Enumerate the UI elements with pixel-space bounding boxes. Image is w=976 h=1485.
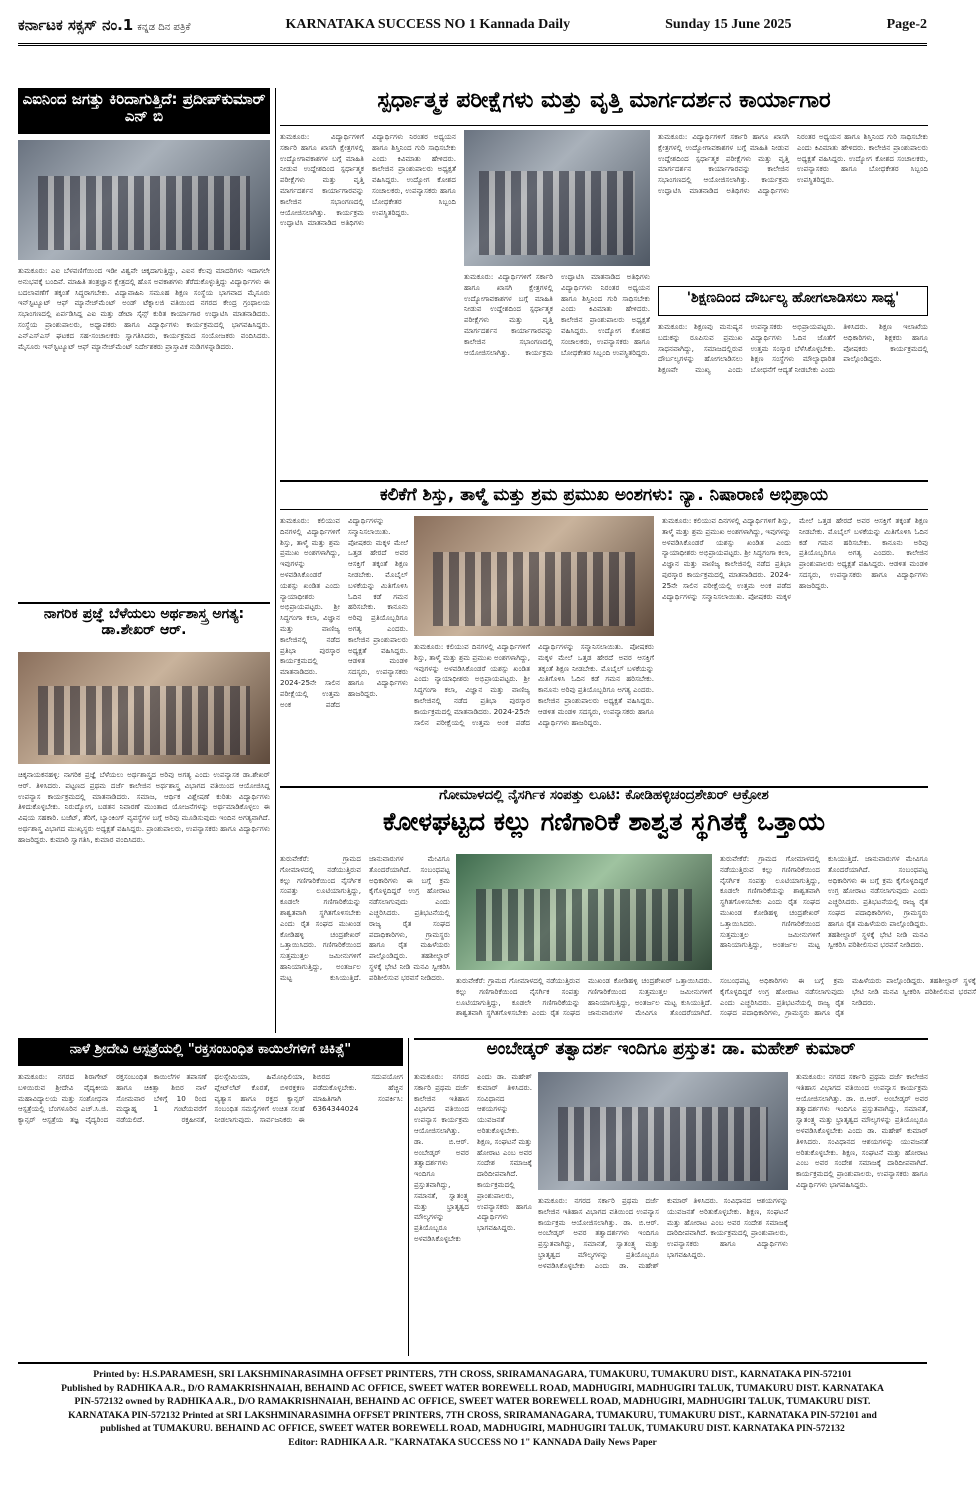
article-kalike (280, 480, 928, 780)
kannada-title-text: ಕರ್ನಾಟಕ ಸಕ್ಸಸ್ ನಂ.1 (18, 15, 134, 34)
article-kalike-headline: ಕಲಿಕೆಗೆ ಶಿಸ್ತು, ತಾಳ್ಮೆ ಮತ್ತು ಶ್ರಮ ಪ್ರಮುಖ ಅಂಶಗಳು: ನ್ಯಾ. ನಿಷಾರಾಣಿ ಅಭಿಪ್ರಾಯ (280, 480, 928, 510)
article-gomala-headline: ಕೋಳಘಟ್ಟದ ಕಲ್ಲು ಗಣಿಗಾರಿಕೆ ಶಾಶ್ವತ ಸ್ಥಗಿತಕ್ಕೆ ಒತ್ತಾಯ (382, 807, 826, 836)
article-ambedkar-body-center: ತುಮಕೂರು: ನಗರದ ಸರ್ಕಾರಿ ಪ್ರಥಮ ದರ್ಜೆ ಕಾಲೇಜಿನ ಇತಿಹಾಸ ವಿಭಾಗದ ವತಿಯಿಂದ ಉಪನ್ಯಾಸ ಕಾರ್ಯಕ್ರಮ ಆಯೋಜಿಸಲಾಗಿತ್ತು. ಡಾ. ಬಿ.ಆರ್. ಅಂಬೇಡ್ಕರ್ ಅವರ ತತ್ವಾದರ್ಶಗಳು ಇಂದಿಗೂ ಪ್ರಸ್ತುತವಾಗಿದ್ದು, ಸಮಾನತೆ, ಸ್ವಾತಂತ್ರ್ಯ ಮತ್ತು ಭ್ರಾತೃತ್ವದ ಮೌಲ್ಯಗಳನ್ನು ಪ್ರತಿಯೊಬ್ಬರೂ ಅಳವಡಿಸಿಕೊಳ್ಳಬೇಕು ಎಂದು ಡಾ. ಮಹೇಶ್ ಕುಮಾರ್ ತಿಳಿಸಿದರು. ಸಂವಿಧಾನದ ಆಶಯಗಳನ್ನು ಯುವಜನತೆ ಅರಿತುಕೊಳ್ಳಬೇಕು. ಶಿಕ್ಷಣ, ಸಂಘಟನೆ ಮತ್ತು ಹೋರಾಟ ಎಂಬ ಅವರ ಸಂದೇಶ ಸಮಾಜಕ್ಕೆ ದಾರಿದೀಪವಾಗಿದೆ. ಕಾರ್ಯಕ್ರಮದಲ್ಲಿ ಪ್ರಾಂಶುಪಾಲರು, ಉಪನ್ಯಾಸಕರು ಹಾಗೂ ವಿದ್ಯಾರ್ಥಿಗಳು ಭಾಗವಹಿಸಿದ್ದರು. (538, 1196, 788, 1270)
article-sparda-headline: ಸ್ಪರ್ಧಾತ್ಮಕ ಪರೀಕ್ಷೆಗಳು ಮತ್ತು ವೃತ್ತಿ ಮಾರ್ಗದರ್ಶನ ಕಾರ್ಯಾಗಾರ (280, 88, 928, 126)
masthead-kannada-title (18, 16, 190, 34)
article-nagarika (18, 602, 270, 1032)
article-gomala-kicker: ಗೋಮಾಳದಲ್ಲಿ ನೈಸರ್ಗಿಕ ಸಂಪತ್ತು ಲೂಟಿ: ಕೋಡಿಹಳ್ಳಿಚಂದ್ರಶೇಖರ್ ಆಕ್ರೋಶ (280, 786, 928, 808)
imprint-line: published at TUMAKURU. BEHAIND AC OFFICE, SWEET WATER BOREWELL ROAD, MADHUGIRI, MADHUGIRI TALUK, TUMAKURU DIST. KARNATAKA PIN-572132 (100, 1423, 845, 1435)
article-gomala-photo (456, 854, 712, 970)
article-gomala-body-center: ತುರುವೇಕೆರೆ: ಗ್ರಾಮದ ಗೋಮಾಳದಲ್ಲಿ ನಡೆಯುತ್ತಿರುವ ಕಲ್ಲು ಗಣಿಗಾರಿಕೆಯಿಂದ ನೈಸರ್ಗಿಕ ಸಂಪತ್ತು ಲೂಟಿಯಾಗುತ್ತಿದ್ದು, ಕೂಡಲೇ ಗಣಿಗಾರಿಕೆಯನ್ನು ಶಾಶ್ವತವಾಗಿ ಸ್ಥಗಿತಗೊಳಿಸಬೇಕು ಎಂದು ರೈತ ಸಂಘದ ಮುಖಂಡ ಕೋಡಿಹಳ್ಳಿ ಚಂದ್ರಶೇಖರ್ ಒತ್ತಾಯಿಸಿದರು. ಗಣಿಗಾರಿಕೆಯಿಂದ ಸುತ್ತಮುತ್ತಲ ಜಮೀನುಗಳಿಗೆ ಹಾನಿಯಾಗುತ್ತಿದ್ದು, ಅಂತರ್ಜಲ ಮಟ್ಟ ಕುಸಿಯುತ್ತಿದೆ. ಜಾನುವಾರುಗಳ ಮೇವಿಗೂ ತೊಂದರೆಯಾಗಿದೆ. ಸಂಬಂಧಪಟ್ಟ ಅಧಿಕಾರಿಗಳು ಈ ಬಗ್ಗೆ ಕ್ರಮ ಕೈಗೊಳ್ಳದಿದ್ದರೆ ಉಗ್ರ ಹೋರಾಟ ನಡೆಸಲಾಗುವುದು ಎಂದು ಎಚ್ಚರಿಸಿದರು. ಪ್ರತಿಭಟನೆಯಲ್ಲಿ ರಾಜ್ಯ ರೈತ ಸಂಘದ ಪದಾಧಿಕಾರಿಗಳು, ಗ್ರಾಮಸ್ಥರು ಹಾಗೂ ರೈತ ಮಹಿಳೆಯರು ಪಾಲ್ಗೊಂಡಿದ್ದರು. ತಹಶೀಲ್ದಾರ್ ಸ್ಥಳಕ್ಕೆ ಭೇಟಿ ನೀಡಿ ಮನವಿ ಸ್ವೀಕರಿಸಿ ಪರಿಶೀಲಿಸುವ ಭರವಸೆ ನೀಡಿದರು. (456, 976, 976, 1018)
article-gomala (280, 786, 976, 1030)
article-kalike-body-right: ತುಮಕೂರು: ಕಲಿಯುವ ದಿನಗಳಲ್ಲಿ ವಿದ್ಯಾರ್ಥಿಗಳಿಗೆ ಶಿಸ್ತು, ತಾಳ್ಮೆ ಮತ್ತು ಶ್ರಮ ಪ್ರಮುಖ ಅಂಶಗಳಾಗಿದ್ದು, ಇವುಗಳನ್ನು ಅಳವಡಿಸಿಕೊಂಡರೆ ಯಶಸ್ಸು ಖಂಡಿತ ಎಂದು ನ್ಯಾಯಾಧೀಶರು ಅಭಿಪ್ರಾಯಪಟ್ಟರು. ಶ್ರೀ ಸಿದ್ಧಗಂಗಾ ಕಲಾ, ವಿಜ್ಞಾನ ಮತ್ತು ವಾಣಿಜ್ಯ ಕಾಲೇಜಿನಲ್ಲಿ ನಡೆದ ಪ್ರತಿಭಾ ಪುರಸ್ಕಾರ ಕಾರ್ಯಕ್ರಮದಲ್ಲಿ ಮಾತನಾಡಿದರು. 2024-25ನೇ ಸಾಲಿನ ಪರೀಕ್ಷೆಯಲ್ಲಿ ಉತ್ತಮ ಅಂಕ ಪಡೆದ ವಿದ್ಯಾರ್ಥಿಗಳನ್ನು ಸನ್ಮಾನಿಸಲಾಯಿತು. ಪೋಷಕರು ಮಕ್ಕಳ ಮೇಲೆ ಒತ್ತಡ ಹೇರದೆ ಅವರ ಆಸಕ್ತಿಗೆ ತಕ್ಕಂತೆ ಶಿಕ್ಷಣ ನೀಡಬೇಕು. ಮೊಬೈಲ್ ಬಳಕೆಯನ್ನು ಮಿತಿಗೊಳಿಸಿ ಓದಿನ ಕಡೆ ಗಮನ ಹರಿಸಬೇಕು. ಕಾನೂನು ಅರಿವು ಪ್ರತಿಯೊಬ್ಬರಿಗೂ ಅಗತ್ಯ ಎಂದರು. ಕಾಲೇಜಿನ ಪ್ರಾಂಶುಪಾಲರು ಅಧ್ಯಕ್ಷತೆ ವಹಿಸಿದ್ದರು. ಆಡಳಿತ ಮಂಡಳಿ ಸದಸ್ಯರು, ಉಪನ್ಯಾಸಕರು ಹಾಗೂ ವಿದ್ಯಾರ್ಥಿಗಳು ಹಾಜರಿದ್ದರು. (662, 516, 928, 601)
article-sparda-body-center: ತುಮಕೂರು: ವಿದ್ಯಾರ್ಥಿಗಳಿಗೆ ಸರ್ಕಾರಿ ಹಾಗೂ ಖಾಸಗಿ ಕ್ಷೇತ್ರಗಳಲ್ಲಿ ಉದ್ಯೋಗಾವಕಾಶಗಳ ಬಗ್ಗೆ ಮಾಹಿತಿ ನೀಡುವ ಉದ್ದೇಶದಿಂದ ಸ್ಪರ್ಧಾತ್ಮಕ ಪರೀಕ್ಷೆಗಳು ಮತ್ತು ವೃತ್ತಿ ಮಾರ್ಗದರ್ಶನ ಕಾರ್ಯಾಗಾರವನ್ನು ಕಾಲೇಜಿನ ಸಭಾಂಗಣದಲ್ಲಿ ಆಯೋಜಿಸಲಾಗಿತ್ತು. ಕಾರ್ಯಕ್ರಮ ಉದ್ಘಾಟಿಸಿ ಮಾತನಾಡಿದ ಅತಿಥಿಗಳು ವಿದ್ಯಾರ್ಥಿಗಳು ನಿರಂತರ ಅಧ್ಯಯನ ಹಾಗೂ ಶಿಸ್ತಿನಿಂದ ಗುರಿ ಸಾಧಿಸಬೇಕು ಎಂದು ಕಿವಿಮಾತು ಹೇಳಿದರು. ಕಾಲೇಜಿನ ಪ್ರಾಂಶುಪಾಲರು ಅಧ್ಯಕ್ಷತೆ ವಹಿಸಿದ್ದರು. ಉದ್ಯೋಗ ಕೋಶದ ಸಂಚಾಲಕರು, ಉಪನ್ಯಾಸಕರು ಹಾಗೂ ಬೋಧಕೇತರ ಸಿಬ್ಬಂದಿ ಉಪಸ್ಥಿತರಿದ್ದರು. (464, 272, 650, 357)
article-pradeep-headline: ಎಐನಿಂದ ಜಗತ್ತು ಕಿರಿದಾಗುತ್ತಿದೆ: ಪ್ರದೀಪ್‌ಕುಮಾರ್ ಎನ್ ಬಿ (18, 88, 270, 134)
article-kalike-body-left: ತುಮಕೂರು: ಕಲಿಯುವ ದಿನಗಳಲ್ಲಿ ವಿದ್ಯಾರ್ಥಿಗಳಿಗೆ ಶಿಸ್ತು, ತಾಳ್ಮೆ ಮತ್ತು ಶ್ರಮ ಪ್ರಮುಖ ಅಂಶಗಳಾಗಿದ್ದು, ಇವುಗಳನ್ನು ಅಳವಡಿಸಿಕೊಂಡರೆ ಯಶಸ್ಸು ಖಂಡಿತ ಎಂದು ನ್ಯಾಯಾಧೀಶರು ಅಭಿಪ್ರಾಯಪಟ್ಟರು. ಶ್ರೀ ಸಿದ್ಧಗಂಗಾ ಕಲಾ, ವಿಜ್ಞಾನ ಮತ್ತು ವಾಣಿಜ್ಯ ಕಾಲೇಜಿನಲ್ಲಿ ನಡೆದ ಪ್ರತಿಭಾ ಪುರಸ್ಕಾರ ಕಾರ್ಯಕ್ರಮದಲ್ಲಿ ಮಾತನಾಡಿದರು. 2024-25ನೇ ಸಾಲಿನ ಪರೀಕ್ಷೆಯಲ್ಲಿ ಉತ್ತಮ ಅಂಕ ಪಡೆದ ವಿದ್ಯಾರ್ಥಿಗಳನ್ನು ಸನ್ಮಾನಿಸಲಾಯಿತು. ಪೋಷಕರು ಮಕ್ಕಳ ಮೇಲೆ ಒತ್ತಡ ಹೇರದೆ ಅವರ ಆಸಕ್ತಿಗೆ ತಕ್ಕಂತೆ ಶಿಕ್ಷಣ ನೀಡಬೇಕು. ಮೊಬೈಲ್ ಬಳಕೆಯನ್ನು ಮಿತಿಗೊಳಿಸಿ ಓದಿನ ಕಡೆ ಗಮನ ಹರಿಸಬೇಕು. ಕಾನೂನು ಅರಿವು ಪ್ರತಿಯೊಬ್ಬರಿಗೂ ಅಗತ್ಯ ಎಂದರು. ಕಾಲೇಜಿನ ಪ್ರಾಂಶುಪಾಲರು ಅಧ್ಯಕ್ಷತೆ ವಹಿಸಿದ್ದರು. ಆಡಳಿತ ಮಂಡಳಿ ಸದಸ್ಯರು, ಉಪನ್ಯಾಸಕರು ಹಾಗೂ ವಿದ್ಯಾರ್ಥಿಗಳು ಹಾಜರಿದ್ದರು. (280, 516, 408, 709)
imprint-line: PIN-572132 owned by RADHIKA A.R., D/O RAMAKRISHNAIAH, BEHAIND AC OFFICE, SWEET WATER BOREWELL ROAD, MADHUGIRI, MADHUGIRI TALUK, TUMAKURU DIST. (74, 1396, 871, 1408)
article-kalike-photo (414, 516, 654, 636)
article-shikshana-headline: 'ಶಿಕ್ಷಣದಿಂದ ದೌರ್ಬಲ್ಯ ಹೋಗಲಾಡಿಸಲು ಸಾಧ್ಯ' (658, 286, 928, 316)
article-ambedkar (414, 1038, 928, 1356)
article-shikshana-body: ತುಮಕೂರು: ಶಿಕ್ಷಣವು ಮನುಷ್ಯನ ಬದುಕನ್ನು ರೂಪಿಸುವ ಪ್ರಮುಖ ಸಾಧನವಾಗಿದ್ದು, ಸಮಾಜದಲ್ಲಿರುವ ದೌರ್ಬಲ್ಯಗಳನ್ನು ಹೋಗಲಾಡಿಸಲು ಶಿಕ್ಷಣವೇ ಮುಖ್ಯ ಎಂದು ಉಪನ್ಯಾಸಕರು ಅಭಿಪ್ರಾಯಪಟ್ಟರು. ವಿದ್ಯಾರ್ಥಿಗಳು ಓದಿನ ಜೊತೆಗೆ ಉತ್ತಮ ಸಂಸ್ಕಾರ ಬೆಳೆಸಿಕೊಳ್ಳಬೇಕು. ಶಿಕ್ಷಣ ಸಂಸ್ಥೆಗಳು ಮೌಲ್ಯಾಧಾರಿತ ಬೋಧನೆಗೆ ಆದ್ಯತೆ ನೀಡಬೇಕು ಎಂದು ತಿಳಿಸಿದರು. ಶಿಕ್ಷಣ ಇಲಾಖೆಯ ಅಧಿಕಾರಿಗಳು, ಶಿಕ್ಷಕರು ಹಾಗೂ ಪೋಷಕರು ಕಾರ್ಯಕ್ರಮದಲ್ಲಿ ಪಾಲ್ಗೊಂಡಿದ್ದರು. (658, 322, 928, 375)
masthead-english-title: KARNATAKA SUCCESS NO 1 Kannada Daily (285, 16, 571, 32)
masthead (18, 6, 927, 46)
imprint-footer (18, 1362, 927, 1450)
article-ambedkar-headline: ಅಂಬೇಡ್ಕರ್ ತತ್ವಾದರ್ಶ ಇಂದಿಗೂ ಪ್ರಸ್ತುತ: ಡಾ. ಮಹೇಶ್ ಕುಮಾರ್ (414, 1038, 928, 1066)
article-sridevi-body: ತುಮಕೂರು: ನಗರದ ಶಿರಾಗೇಟ್ ಬಳಿಯಿರುವ ಶ್ರೀದೇವಿ ವೈದ್ಯಕೀಯ ಮಹಾವಿದ್ಯಾಲಯ ಮತ್ತು ಸಂಶೋಧನಾ ಆಸ್ಪತ್ರೆಯಲ್ಲಿ ಬೆಂಗಳೂರಿನ ಎಚ್.ಸಿ.ಜಿ. ಕ್ಯಾನ್ಸರ್ ಆಸ್ಪತ್ರೆಯ ತಜ್ಞ ವೈದ್ಯರಿಂದ ರಕ್ತಸಂಬಂಧಿತ ಕಾಯಿಲೆಗಳ ತಪಾಸಣೆ ಹಾಗೂ ಚಿಕಿತ್ಸಾ ಶಿಬಿರ ನಾಳೆ ಸೋಮವಾರ ಬೆಳಿಗ್ಗೆ 10 ರಿಂದ ಮಧ್ಯಾಹ್ನ 1 ಗಂಟೆಯವರೆಗೆ ನಡೆಯಲಿದೆ. ರಕ್ತಹೀನತೆ, ಥಲಸ್ಸೇಮಿಯಾ, ಹಿಮೋಫಿಲಿಯಾ, ಪ್ಲೇಟ್‌ಲೆಟ್ ಕೊರತೆ, ಬಿಳಿರಕ್ತಕಣ ವ್ಯತ್ಯಾಸ ಹಾಗೂ ರಕ್ತದ ಕ್ಯಾನ್ಸರ್ ಸಂಬಂಧಿತ ಸಮಸ್ಯೆಗಳಿಗೆ ಉಚಿತ ಸಲಹೆ ನೀಡಲಾಗುವುದು. ಸಾರ್ವಜನಿಕರು ಈ ಶಿಬಿರದ ಸದುಪಯೋಗ ಪಡೆದುಕೊಳ್ಳಬೇಕು. ಹೆಚ್ಚಿನ ಮಾಹಿತಿಗಾಗಿ ಸಂಪರ್ಕಿಸಿ: 6364344024 (18, 1072, 403, 1125)
article-ambedkar-body-right: ತುಮಕೂರು: ನಗರದ ಸರ್ಕಾರಿ ಪ್ರಥಮ ದರ್ಜೆ ಕಾಲೇಜಿನ ಇತಿಹಾಸ ವಿಭಾಗದ ವತಿಯಿಂದ ಉಪನ್ಯಾಸ ಕಾರ್ಯಕ್ರಮ ಆಯೋಜಿಸಲಾಗಿತ್ತು. ಡಾ. ಬಿ.ಆರ್. ಅಂಬೇಡ್ಕರ್ ಅವರ ತತ್ವಾದರ್ಶಗಳು ಇಂದಿಗೂ ಪ್ರಸ್ತುತವಾಗಿದ್ದು, ಸಮಾನತೆ, ಸ್ವಾತಂತ್ರ್ಯ ಮತ್ತು ಭ್ರಾತೃತ್ವದ ಮೌಲ್ಯಗಳನ್ನು ಪ್ರತಿಯೊಬ್ಬರೂ ಅಳವಡಿಸಿಕೊಳ್ಳಬೇಕು ಎಂದು ಡಾ. ಮಹೇಶ್ ಕುಮಾರ್ ತಿಳಿಸಿದರು. ಸಂವಿಧಾನದ ಆಶಯಗಳನ್ನು ಯುವಜನತೆ ಅರಿತುಕೊಳ್ಳಬೇಕು. ಶಿಕ್ಷಣ, ಸಂಘಟನೆ ಮತ್ತು ಹೋರಾಟ ಎಂಬ ಅವರ ಸಂದೇಶ ಸಮಾಜಕ್ಕೆ ದಾರಿದೀಪವಾಗಿದೆ. ಕಾರ್ಯಕ್ರಮದಲ್ಲಿ ಪ್ರಾಂಶುಪಾಲರು, ಉಪನ್ಯಾಸಕರು ಹಾಗೂ ವಿದ್ಯಾರ್ಥಿಗಳು ಭಾಗವಹಿಸಿದ್ದರು. (796, 1072, 928, 1189)
article-kalike-body-center: ತುಮಕೂರು: ಕಲಿಯುವ ದಿನಗಳಲ್ಲಿ ವಿದ್ಯಾರ್ಥಿಗಳಿಗೆ ಶಿಸ್ತು, ತಾಳ್ಮೆ ಮತ್ತು ಶ್ರಮ ಪ್ರಮುಖ ಅಂಶಗಳಾಗಿದ್ದು, ಇವುಗಳನ್ನು ಅಳವಡಿಸಿಕೊಂಡರೆ ಯಶಸ್ಸು ಖಂಡಿತ ಎಂದು ನ್ಯಾಯಾಧೀಶರು ಅಭಿಪ್ರಾಯಪಟ್ಟರು. ಶ್ರೀ ಸಿದ್ಧಗಂಗಾ ಕಲಾ, ವಿಜ್ಞಾನ ಮತ್ತು ವಾಣಿಜ್ಯ ಕಾಲೇಜಿನಲ್ಲಿ ನಡೆದ ಪ್ರತಿಭಾ ಪುರಸ್ಕಾರ ಕಾರ್ಯಕ್ರಮದಲ್ಲಿ ಮಾತನಾಡಿದರು. 2024-25ನೇ ಸಾಲಿನ ಪರೀಕ್ಷೆಯಲ್ಲಿ ಉತ್ತಮ ಅಂಕ ಪಡೆದ ವಿದ್ಯಾರ್ಥಿಗಳನ್ನು ಸನ್ಮಾನಿಸಲಾಯಿತು. ಪೋಷಕರು ಮಕ್ಕಳ ಮೇಲೆ ಒತ್ತಡ ಹೇರದೆ ಅವರ ಆಸಕ್ತಿಗೆ ತಕ್ಕಂತೆ ಶಿಕ್ಷಣ ನೀಡಬೇಕು. ಮೊಬೈಲ್ ಬಳಕೆಯನ್ನು ಮಿತಿಗೊಳಿಸಿ ಓದಿನ ಕಡೆ ಗಮನ ಹರಿಸಬೇಕು. ಕಾನೂನು ಅರಿವು ಪ್ರತಿಯೊಬ್ಬರಿಗೂ ಅಗತ್ಯ ಎಂದರು. ಕಾಲೇಜಿನ ಪ್ರಾಂಶುಪಾಲರು ಅಧ್ಯಕ್ಷತೆ ವಹಿಸಿದ್ದರು. ಆಡಳಿತ ಮಂಡಳಿ ಸದಸ್ಯರು, ಉಪನ್ಯಾಸಕರು ಹಾಗೂ ವಿದ್ಯಾರ್ಥಿಗಳು ಹಾಜರಿದ್ದರು. (414, 642, 654, 727)
article-ambedkar-body-left: ತುಮಕೂರು: ನಗರದ ಸರ್ಕಾರಿ ಪ್ರಥಮ ದರ್ಜೆ ಕಾಲೇಜಿನ ಇತಿಹಾಸ ವಿಭಾಗದ ವತಿಯಿಂದ ಉಪನ್ಯಾಸ ಕಾರ್ಯಕ್ರಮ ಆಯೋಜಿಸಲಾಗಿತ್ತು. ಡಾ. ಬಿ.ಆರ್. ಅಂಬೇಡ್ಕರ್ ಅವರ ತತ್ವಾದರ್ಶಗಳು ಇಂದಿಗೂ ಪ್ರಸ್ತುತವಾಗಿದ್ದು, ಸಮಾನತೆ, ಸ್ವಾತಂತ್ರ್ಯ ಮತ್ತು ಭ್ರಾತೃತ್ವದ ಮೌಲ್ಯಗಳನ್ನು ಪ್ರತಿಯೊಬ್ಬರೂ ಅಳವಡಿಸಿಕೊಳ್ಳಬೇಕು ಎಂದು ಡಾ. ಮಹೇಶ್ ಕುಮಾರ್ ತಿಳಿಸಿದರು. ಸಂವಿಧಾನದ ಆಶಯಗಳನ್ನು ಯುವಜನತೆ ಅರಿತುಕೊಳ್ಳಬೇಕು. ಶಿಕ್ಷಣ, ಸಂಘಟನೆ ಮತ್ತು ಹೋರಾಟ ಎಂಬ ಅವರ ಸಂದೇಶ ಸಮಾಜಕ್ಕೆ ದಾರಿದೀಪವಾಗಿದೆ. ಕಾರ್ಯಕ್ರಮದಲ್ಲಿ ಪ್ರಾಂಶುಪಾಲರು, ಉಪನ್ಯಾಸಕರು ಹಾಗೂ ವಿದ್ಯಾರ್ಥಿಗಳು ಭಾಗವಹಿಸಿದ್ದರು. (414, 1072, 532, 1243)
column-rule (408, 1038, 409, 1356)
page-number: Page-2 (886, 16, 927, 32)
article-gomala-body-left: ತುರುವೇಕೆರೆ: ಗ್ರಾಮದ ಗೋಮಾಳದಲ್ಲಿ ನಡೆಯುತ್ತಿರುವ ಕಲ್ಲು ಗಣಿಗಾರಿಕೆಯಿಂದ ನೈಸರ್ಗಿಕ ಸಂಪತ್ತು ಲೂಟಿಯಾಗುತ್ತಿದ್ದು, ಕೂಡಲೇ ಗಣಿಗಾರಿಕೆಯನ್ನು ಶಾಶ್ವತವಾಗಿ ಸ್ಥಗಿತಗೊಳಿಸಬೇಕು ಎಂದು ರೈತ ಸಂಘದ ಮುಖಂಡ ಕೋಡಿಹಳ್ಳಿ ಚಂದ್ರಶೇಖರ್ ಒತ್ತಾಯಿಸಿದರು. ಗಣಿಗಾರಿಕೆಯಿಂದ ಸುತ್ತಮುತ್ತಲ ಜಮೀನುಗಳಿಗೆ ಹಾನಿಯಾಗುತ್ತಿದ್ದು, ಅಂತರ್ಜಲ ಮಟ್ಟ ಕುಸಿಯುತ್ತಿದೆ. ಜಾನುವಾರುಗಳ ಮೇವಿಗೂ ತೊಂದರೆಯಾಗಿದೆ. ಸಂಬಂಧಪಟ್ಟ ಅಧಿಕಾರಿಗಳು ಈ ಬಗ್ಗೆ ಕ್ರಮ ಕೈಗೊಳ್ಳದಿದ್ದರೆ ಉಗ್ರ ಹೋರಾಟ ನಡೆಸಲಾಗುವುದು ಎಂದು ಎಚ್ಚರಿಸಿದರು. ಪ್ರತಿಭಟನೆಯಲ್ಲಿ ರಾಜ್ಯ ರೈತ ಸಂಘದ ಪದಾಧಿಕಾರಿಗಳು, ಗ್ರಾಮಸ್ಥರು ಹಾಗೂ ರೈತ ಮಹಿಳೆಯರು ಪಾಲ್ಗೊಂಡಿದ್ದರು. ತಹಶೀಲ್ದಾರ್ ಸ್ಥಳಕ್ಕೆ ಭೇಟಿ ನೀಡಿ ಮನವಿ ಸ್ವೀಕರಿಸಿ ಪರಿಶೀಲಿಸುವ ಭರವಸೆ ನೀಡಿದರು. (280, 854, 450, 982)
article-shikshana (658, 286, 928, 472)
editor-line: Editor: RADHIKA A.R. "KARNATAKA SUCCESS NO 1" KANNADA Daily News Paper (288, 1437, 657, 1449)
article-nagarika-body: ಚಿಕ್ಕನಾಯಕನಹಳ್ಳಿ: ನಾಗರಿಕ ಪ್ರಜ್ಞೆ ಬೆಳೆಯಲು ಅರ್ಥಶಾಸ್ತ್ರದ ಅರಿವು ಅಗತ್ಯ ಎಂದು ಉಪನ್ಯಾಸಕ ಡಾ.ಶೇಖರ್ ಆರ್. ತಿಳಿಸಿದರು. ಪಟ್ಟಣದ ಪ್ರಥಮ ದರ್ಜೆ ಕಾಲೇಜಿನ ಅರ್ಥಶಾಸ್ತ್ರ ವಿಭಾಗದ ವತಿಯಿಂದ ಆಯೋಜಿಸಿದ್ದ ಉಪನ್ಯಾಸ ಕಾರ್ಯಕ್ರಮದಲ್ಲಿ ಮಾತನಾಡಿದರು. ಸಮಾಜ, ಆರ್ಥಿಕ ವಿಶ್ಲೇಷಣೆ ಕುರಿತು ವಿದ್ಯಾರ್ಥಿಗಳು ತಿಳಿದುಕೊಳ್ಳಬೇಕು. ನಿರುದ್ಯೋಗ, ಬಡತನ ನಿವಾರಣೆ ಮುಂತಾದ ಯೋಜನೆಗಳನ್ನು ಅರ್ಥಮಾಡಿಕೊಳ್ಳಲು ಈ ವಿಷಯ ಸಹಕಾರಿ. ಬಜೆಟ್, ತೆರಿಗೆ, ಬ್ಯಾಂಕಿಂಗ್ ವ್ಯವಸ್ಥೆಗಳ ಬಗ್ಗೆ ಅರಿವು ಮೂಡಿಸುವುದು ಇಂದಿನ ಅಗತ್ಯವಾಗಿದೆ. ಅರ್ಥಶಾಸ್ತ್ರ ವಿಭಾಗದ ಮುಖ್ಯಸ್ಥರು ಅಧ್ಯಕ್ಷತೆ ವಹಿಸಿದ್ದರು. ಪ್ರಾಂಶುಪಾಲರು, ಉಪನ್ಯಾಸಕರು ಹಾಗೂ ವಿದ್ಯಾರ್ಥಿಗಳು ಹಾಜರಿದ್ದರು. ಕುಮಾರಿ ಸ್ವಾಗತಿಸಿ, ಕುಮಾರ ವಂದಿಸಿದರು. (18, 770, 270, 844)
article-gomala-body-right: ತುರುವೇಕೆರೆ: ಗ್ರಾಮದ ಗೋಮಾಳದಲ್ಲಿ ನಡೆಯುತ್ತಿರುವ ಕಲ್ಲು ಗಣಿಗಾರಿಕೆಯಿಂದ ನೈಸರ್ಗಿಕ ಸಂಪತ್ತು ಲೂಟಿಯಾಗುತ್ತಿದ್ದು, ಕೂಡಲೇ ಗಣಿಗಾರಿಕೆಯನ್ನು ಶಾಶ್ವತವಾಗಿ ಸ್ಥಗಿತಗೊಳಿಸಬೇಕು ಎಂದು ರೈತ ಸಂಘದ ಮುಖಂಡ ಕೋಡಿಹಳ್ಳಿ ಚಂದ್ರಶೇಖರ್ ಒತ್ತಾಯಿಸಿದರು. ಗಣಿಗಾರಿಕೆಯಿಂದ ಸುತ್ತಮುತ್ತಲ ಜಮೀನುಗಳಿಗೆ ಹಾನಿಯಾಗುತ್ತಿದ್ದು, ಅಂತರ್ಜಲ ಮಟ್ಟ ಕುಸಿಯುತ್ತಿದೆ. ಜಾನುವಾರುಗಳ ಮೇವಿಗೂ ತೊಂದರೆಯಾಗಿದೆ. ಸಂಬಂಧಪಟ್ಟ ಅಧಿಕಾರಿಗಳು ಈ ಬಗ್ಗೆ ಕ್ರಮ ಕೈಗೊಳ್ಳದಿದ್ದರೆ ಉಗ್ರ ಹೋರಾಟ ನಡೆಸಲಾಗುವುದು ಎಂದು ಎಚ್ಚರಿಸಿದರು. ಪ್ರತಿಭಟನೆಯಲ್ಲಿ ರಾಜ್ಯ ರೈತ ಸಂಘದ ಪದಾಧಿಕಾರಿಗಳು, ಗ್ರಾಮಸ್ಥರು ಹಾಗೂ ರೈತ ಮಹಿಳೆಯರು ಪಾಲ್ಗೊಂಡಿದ್ದರು. ತಹಶೀಲ್ದಾರ್ ಸ್ಥಳಕ್ಕೆ ಭೇಟಿ ನೀಡಿ ಮನವಿ ಸ್ವೀಕರಿಸಿ ಪರಿಶೀಲಿಸುವ ಭರವಸೆ ನೀಡಿದರು. (720, 854, 928, 950)
imprint-line: Printed by: H.S.PARAMESH, SRI LAKSHMINARASIMHA OFFSET PRINTERS, 7TH CROSS, SRIRAMANAGARA, TUMAKURU, TUMAKURU DIST., KARNATAKA PIN-572101 (93, 1369, 852, 1380)
article-sparda-photo (464, 130, 650, 266)
kannada-subtitle: ಕನ್ನಡ ದಿನ ಪತ್ರಿಕೆ (137, 21, 191, 33)
article-nagarika-headline: ನಾಗರಿಕ ಪ್ರಜ್ಞೆ ಬೆಳೆಯಲು ಅರ್ಥಶಾಸ್ತ್ರ ಅಗತ್ಯ: ಡಾ.ಶೇಖರ್ ಆರ್. (18, 602, 270, 648)
column-rule (275, 88, 276, 1033)
article-pradeep (18, 88, 270, 596)
imprint-line: Published by RADHIKA A.R., D/O RAMAKRISHNAIAH, BEHAIND AC OFFICE, SWEET WATER BOREWELL ROAD, MADHUGIRI, MADHUGIRI TALUK, TUMAKURU DIST. KARNATAKA (61, 1382, 884, 1394)
article-nagarika-photo (18, 652, 270, 764)
article-sparda-body-left: ತುಮಕೂರು: ವಿದ್ಯಾರ್ಥಿಗಳಿಗೆ ಸರ್ಕಾರಿ ಹಾಗೂ ಖಾಸಗಿ ಕ್ಷೇತ್ರಗಳಲ್ಲಿ ಉದ್ಯೋಗಾವಕಾಶಗಳ ಬಗ್ಗೆ ಮಾಹಿತಿ ನೀಡುವ ಉದ್ದೇಶದಿಂದ ಸ್ಪರ್ಧಾತ್ಮಕ ಪರೀಕ್ಷೆಗಳು ಮತ್ತು ವೃತ್ತಿ ಮಾರ್ಗದರ್ಶನ ಕಾರ್ಯಾಗಾರವನ್ನು ಕಾಲೇಜಿನ ಸಭಾಂಗಣದಲ್ಲಿ ಆಯೋಜಿಸಲಾಗಿತ್ತು. ಕಾರ್ಯಕ್ರಮ ಉದ್ಘಾಟಿಸಿ ಮಾತನಾಡಿದ ಅತಿಥಿಗಳು ವಿದ್ಯಾರ್ಥಿಗಳು ನಿರಂತರ ಅಧ್ಯಯನ ಹಾಗೂ ಶಿಸ್ತಿನಿಂದ ಗುರಿ ಸಾಧಿಸಬೇಕು ಎಂದು ಕಿವಿಮಾತು ಹೇಳಿದರು. ಕಾಲೇಜಿನ ಪ್ರಾಂಶುಪಾಲರು ಅಧ್ಯಕ್ಷತೆ ವಹಿಸಿದ್ದರು. ಉದ್ಯೋಗ ಕೋಶದ ಸಂಚಾಲಕರು, ಉಪನ್ಯಾಸಕರು ಹಾಗೂ ಬೋಧಕೇತರ ಸಿಬ್ಬಂದಿ ಉಪಸ್ಥಿತರಿದ್ದರು. (280, 132, 456, 228)
article-pradeep-photo (18, 140, 270, 260)
imprint-line: KARNATAKA PIN-572132 Printed at SRI LAKSHMINARASIMHA OFFSET PRINTERS, 7TH CROSS, SRIRAMANAGARA, TUMAKURU, TUMAKURU DIST., KARNATAKA PIN-572101 and (68, 1409, 877, 1421)
article-ambedkar-photo (538, 1072, 788, 1190)
article-sparda-body-right: ತುಮಕೂರು: ವಿದ್ಯಾರ್ಥಿಗಳಿಗೆ ಸರ್ಕಾರಿ ಹಾಗೂ ಖಾಸಗಿ ಕ್ಷೇತ್ರಗಳಲ್ಲಿ ಉದ್ಯೋಗಾವಕಾಶಗಳ ಬಗ್ಗೆ ಮಾಹಿತಿ ನೀಡುವ ಉದ್ದೇಶದಿಂದ ಸ್ಪರ್ಧಾತ್ಮಕ ಪರೀಕ್ಷೆಗಳು ಮತ್ತು ವೃತ್ತಿ ಮಾರ್ಗದರ್ಶನ ಕಾರ್ಯಾಗಾರವನ್ನು ಕಾಲೇಜಿನ ಸಭಾಂಗಣದಲ್ಲಿ ಆಯೋಜಿಸಲಾಗಿತ್ತು. ಕಾರ್ಯಕ್ರಮ ಉದ್ಘಾಟಿಸಿ ಮಾತನಾಡಿದ ಅತಿಥಿಗಳು ವಿದ್ಯಾರ್ಥಿಗಳು ನಿರಂತರ ಅಧ್ಯಯನ ಹಾಗೂ ಶಿಸ್ತಿನಿಂದ ಗುರಿ ಸಾಧಿಸಬೇಕು ಎಂದು ಕಿವಿಮಾತು ಹೇಳಿದರು. ಕಾಲೇಜಿನ ಪ್ರಾಂಶುಪಾಲರು ಅಧ್ಯಕ್ಷತೆ ವಹಿಸಿದ್ದರು. ಉದ್ಯೋಗ ಕೋಶದ ಸಂಚಾಲಕರು, ಉಪನ್ಯಾಸಕರು ಹಾಗೂ ಬೋಧಕೇತರ ಸಿಬ್ಬಂದಿ ಉಪಸ್ಥಿತರಿದ್ದರು. (658, 132, 928, 195)
article-pradeep-body: ತುಮಕೂರು: ಎಐ ಬೆಳವಣಿಗೆಯಿಂದ ಇಡೀ ವಿಶ್ವವೇ ಚಿಕ್ಕದಾಗುತ್ತಿದ್ದು, ಎಐನ ಕೆಲವು ಮಾದರಿಗಳು ಇದಾಗಲೇ ಅನುಭವಕ್ಕೆ ಬಂದಿವೆ. ಮಾಹಿತಿ ತಂತ್ರಜ್ಞಾನ ಕ್ಷೇತ್ರದಲ್ಲಿ ಹೊಸ ಅವಕಾಶಗಳು ತೆರೆದುಕೊಳ್ಳುತ್ತಿದ್ದು ವಿದ್ಯಾರ್ಥಿಗಳು ಈ ಬದಲಾವಣೆಗೆ ತಕ್ಕಂತೆ ಸಿದ್ಧರಾಗಬೇಕು. ವಿದ್ಯಾವಾಹಿನಿ ಸಮೂಹ ಶಿಕ್ಷಣ ಸಂಸ್ಥೆಯ ಭಾಗವಾದ ಮೈಸೂರು ಇನ್‌ಸ್ಟಿಟ್ಯೂಟ್ ಆಫ್ ಮ್ಯಾನೇಜ್‌ಮೆಂಟ್ ಅಂಡ್ ಟೆಕ್ನಾಲಜಿ ವತಿಯಿಂದ ನಗರದ ಕೇಂದ್ರ ಗ್ರಂಥಾಲಯ ಸಭಾಂಗಣದಲ್ಲಿ ಏರ್ಪಡಿಸಿದ್ದ ಎಐ ಮತ್ತು ಡೇಟಾ ಸೈನ್ಸ್ ಕುರಿತ ಕಾರ್ಯಾಗಾರ ಉದ್ಘಾಟಿಸಿ ಮಾತನಾಡಿದರು. ಸಂಸ್ಥೆಯ ಪ್ರಾಂಶುಪಾಲರು, ಅಧ್ಯಾಪಕರು ಹಾಗೂ ವಿದ್ಯಾರ್ಥಿಗಳು ಕಾರ್ಯಕ್ರಮದಲ್ಲಿ ಭಾಗವಹಿಸಿದ್ದರು. ಎನ್‌ಎಸ್‌ಎಸ್ ಘಟಕದ ಸಹ-ಸಂಚಾಲಕರು ಸ್ವಾಗತಿಸಿದರು, ಕಾರ್ಯಕ್ರಮದ ಸಂಯೋಜಕರು ವಂದಿಸಿದರು. ಮೈಸೂರು ಇನ್‌ಸ್ಟಿಟ್ಯೂಟ್ ಆಫ್ ಮ್ಯಾನೇಜ್‌ಮೆಂಟ್ ನಿರ್ದೇಶಕರು ಪ್ರಾಸ್ತಾವಿಕ ನುಡಿಗಳನ್ನಾಡಿದರು. (18, 266, 270, 351)
masthead-date: Sunday 15 June 2025 (665, 16, 792, 32)
article-sridevi-headline: ನಾಳೆ ಶ್ರೀದೇವಿ ಆಸ್ಪತ್ರೆಯಲ್ಲಿ "ರಕ್ತಸಂಬಂಧಿತ ಕಾಯಿಲೆಗಳಿಗೆ ಚಿಕಿತ್ಸೆ" (18, 1038, 403, 1066)
article-sridevi (18, 1038, 403, 1356)
